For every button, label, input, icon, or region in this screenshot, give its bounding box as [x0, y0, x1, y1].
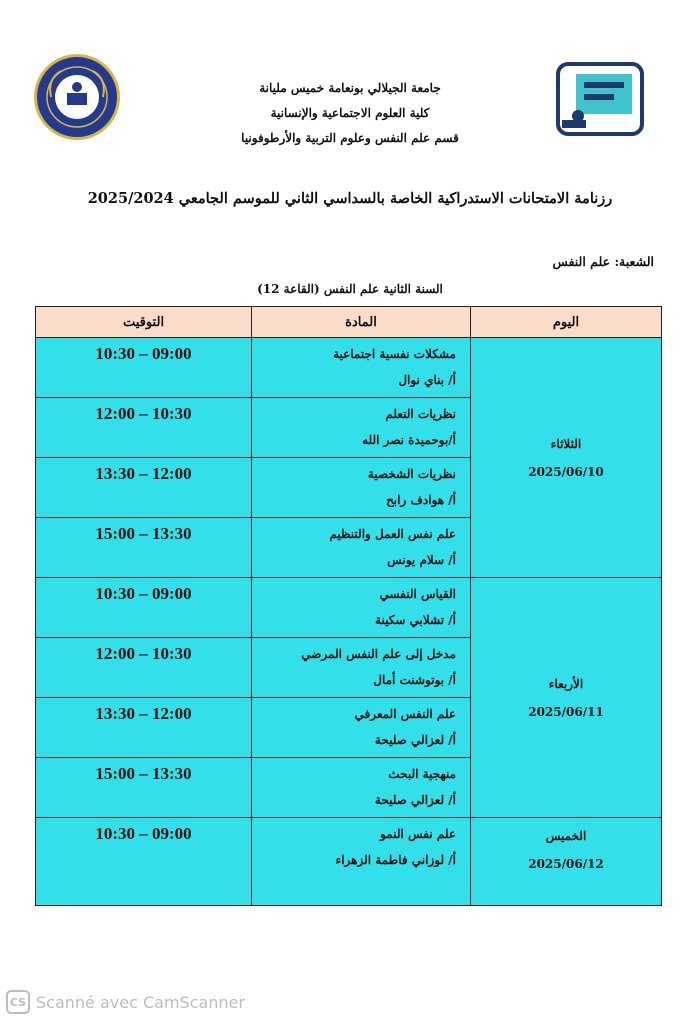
- subject-name: علم نفس العمل والتنظيم: [329, 527, 456, 541]
- time-cell: 13:30 – 12:00: [36, 458, 252, 518]
- subject-name: القياس النفسي: [379, 587, 456, 601]
- subject-cell: [252, 458, 471, 518]
- time-cell: 15:00 – 13:30: [36, 758, 252, 818]
- subject-name: منهجية البحث: [388, 767, 456, 781]
- time-cell: 12:00 – 10:30: [36, 638, 252, 698]
- time-cell: 10:30 – 09:00: [36, 578, 252, 638]
- faculty-name: كلية العلوم الاجتماعية والإنسانية: [270, 106, 430, 120]
- branch-label: الشعبة: علم النفس: [552, 254, 654, 269]
- time-cell: 15:00 – 13:30: [36, 518, 252, 578]
- day-date: 2025/06/10: [528, 464, 604, 479]
- teacher-name: أ/بوحميدة نصر الله: [362, 433, 456, 447]
- university-name: جامعة الجيلالي بونعامة خميس مليانة: [259, 81, 441, 95]
- header-day: اليوم: [471, 307, 662, 338]
- subject-name: علم النفس المعرفي: [354, 707, 456, 721]
- teacher-name: أ/ هوادف رابح: [386, 493, 456, 507]
- subject-cell: [252, 398, 471, 458]
- subject-cell: [252, 638, 471, 698]
- camscanner-watermark: [6, 989, 245, 1015]
- subject-cell: [252, 758, 471, 818]
- exam-schedule-table: [35, 306, 662, 906]
- time-cell: 10:30 – 09:00: [36, 818, 252, 906]
- subject-cell: [252, 818, 471, 906]
- day-name: الخميس: [545, 829, 587, 843]
- university-logo-icon: [556, 54, 648, 140]
- section-title: السنة الثانية علم النفس (القاعة 12): [257, 282, 443, 296]
- day-date: 2025/06/11: [528, 704, 604, 719]
- day-cell: [471, 818, 662, 906]
- department-name: قسم علم النفس وعلوم التربية والأرطوفونيا: [241, 131, 459, 145]
- time-cell: 12:00 – 10:30: [36, 398, 252, 458]
- camscanner-logo-icon: CS: [6, 990, 30, 1014]
- faculty-seal-icon: [34, 54, 120, 140]
- camscanner-text: Scanné avec CamScanner: [36, 992, 245, 1012]
- document-title: رزنامة الامتحانات الاستدراكية الخاصة بالسداسي الثاني للموسم الجامعي 2025/2024: [87, 190, 613, 207]
- subject-cell: [252, 578, 471, 638]
- day-date: 2025/06/12: [528, 857, 604, 871]
- subject-name: مشكلات نفسية اجتماعية: [333, 347, 456, 361]
- teacher-name: أ/ تشلابي سكينة: [375, 613, 456, 627]
- subject-name: مدخل إلى علم النفس المرضي: [301, 647, 456, 661]
- day-name: الثلاثاء: [550, 436, 582, 451]
- teacher-name: أ/ لعزالي صليحة: [374, 733, 456, 747]
- table-row: [36, 338, 662, 398]
- day-cell: [471, 338, 662, 578]
- table-header-row: [36, 307, 662, 338]
- institution-header: [200, 76, 500, 151]
- header-time: التوقيت: [36, 307, 252, 338]
- subject-name: علم نفس النمو: [380, 827, 456, 841]
- subject-cell: [252, 518, 471, 578]
- subject-cell: [252, 338, 471, 398]
- teacher-name: أ/ بوتوشنت أمال: [373, 673, 456, 687]
- teacher-name: أ/ بناي نوال: [398, 373, 456, 387]
- teacher-name: أ/ لوزاني فاطمة الزهراء: [335, 853, 456, 867]
- teacher-name: أ/ سلام يونس: [387, 553, 456, 567]
- time-cell: 13:30 – 12:00: [36, 698, 252, 758]
- teacher-name: أ/ لعزالي صليحة: [374, 793, 456, 807]
- time-cell: 10:30 – 09:00: [36, 338, 252, 398]
- subject-name: نظريات التعلم: [385, 407, 456, 421]
- day-cell: [471, 578, 662, 818]
- subject-name: نظريات الشخصية: [367, 467, 456, 481]
- header-subject: المادة: [252, 307, 471, 338]
- subject-cell: [252, 698, 471, 758]
- day-name: الأربعاء: [548, 676, 584, 691]
- table-row: [36, 818, 662, 906]
- table-row: [36, 578, 662, 638]
